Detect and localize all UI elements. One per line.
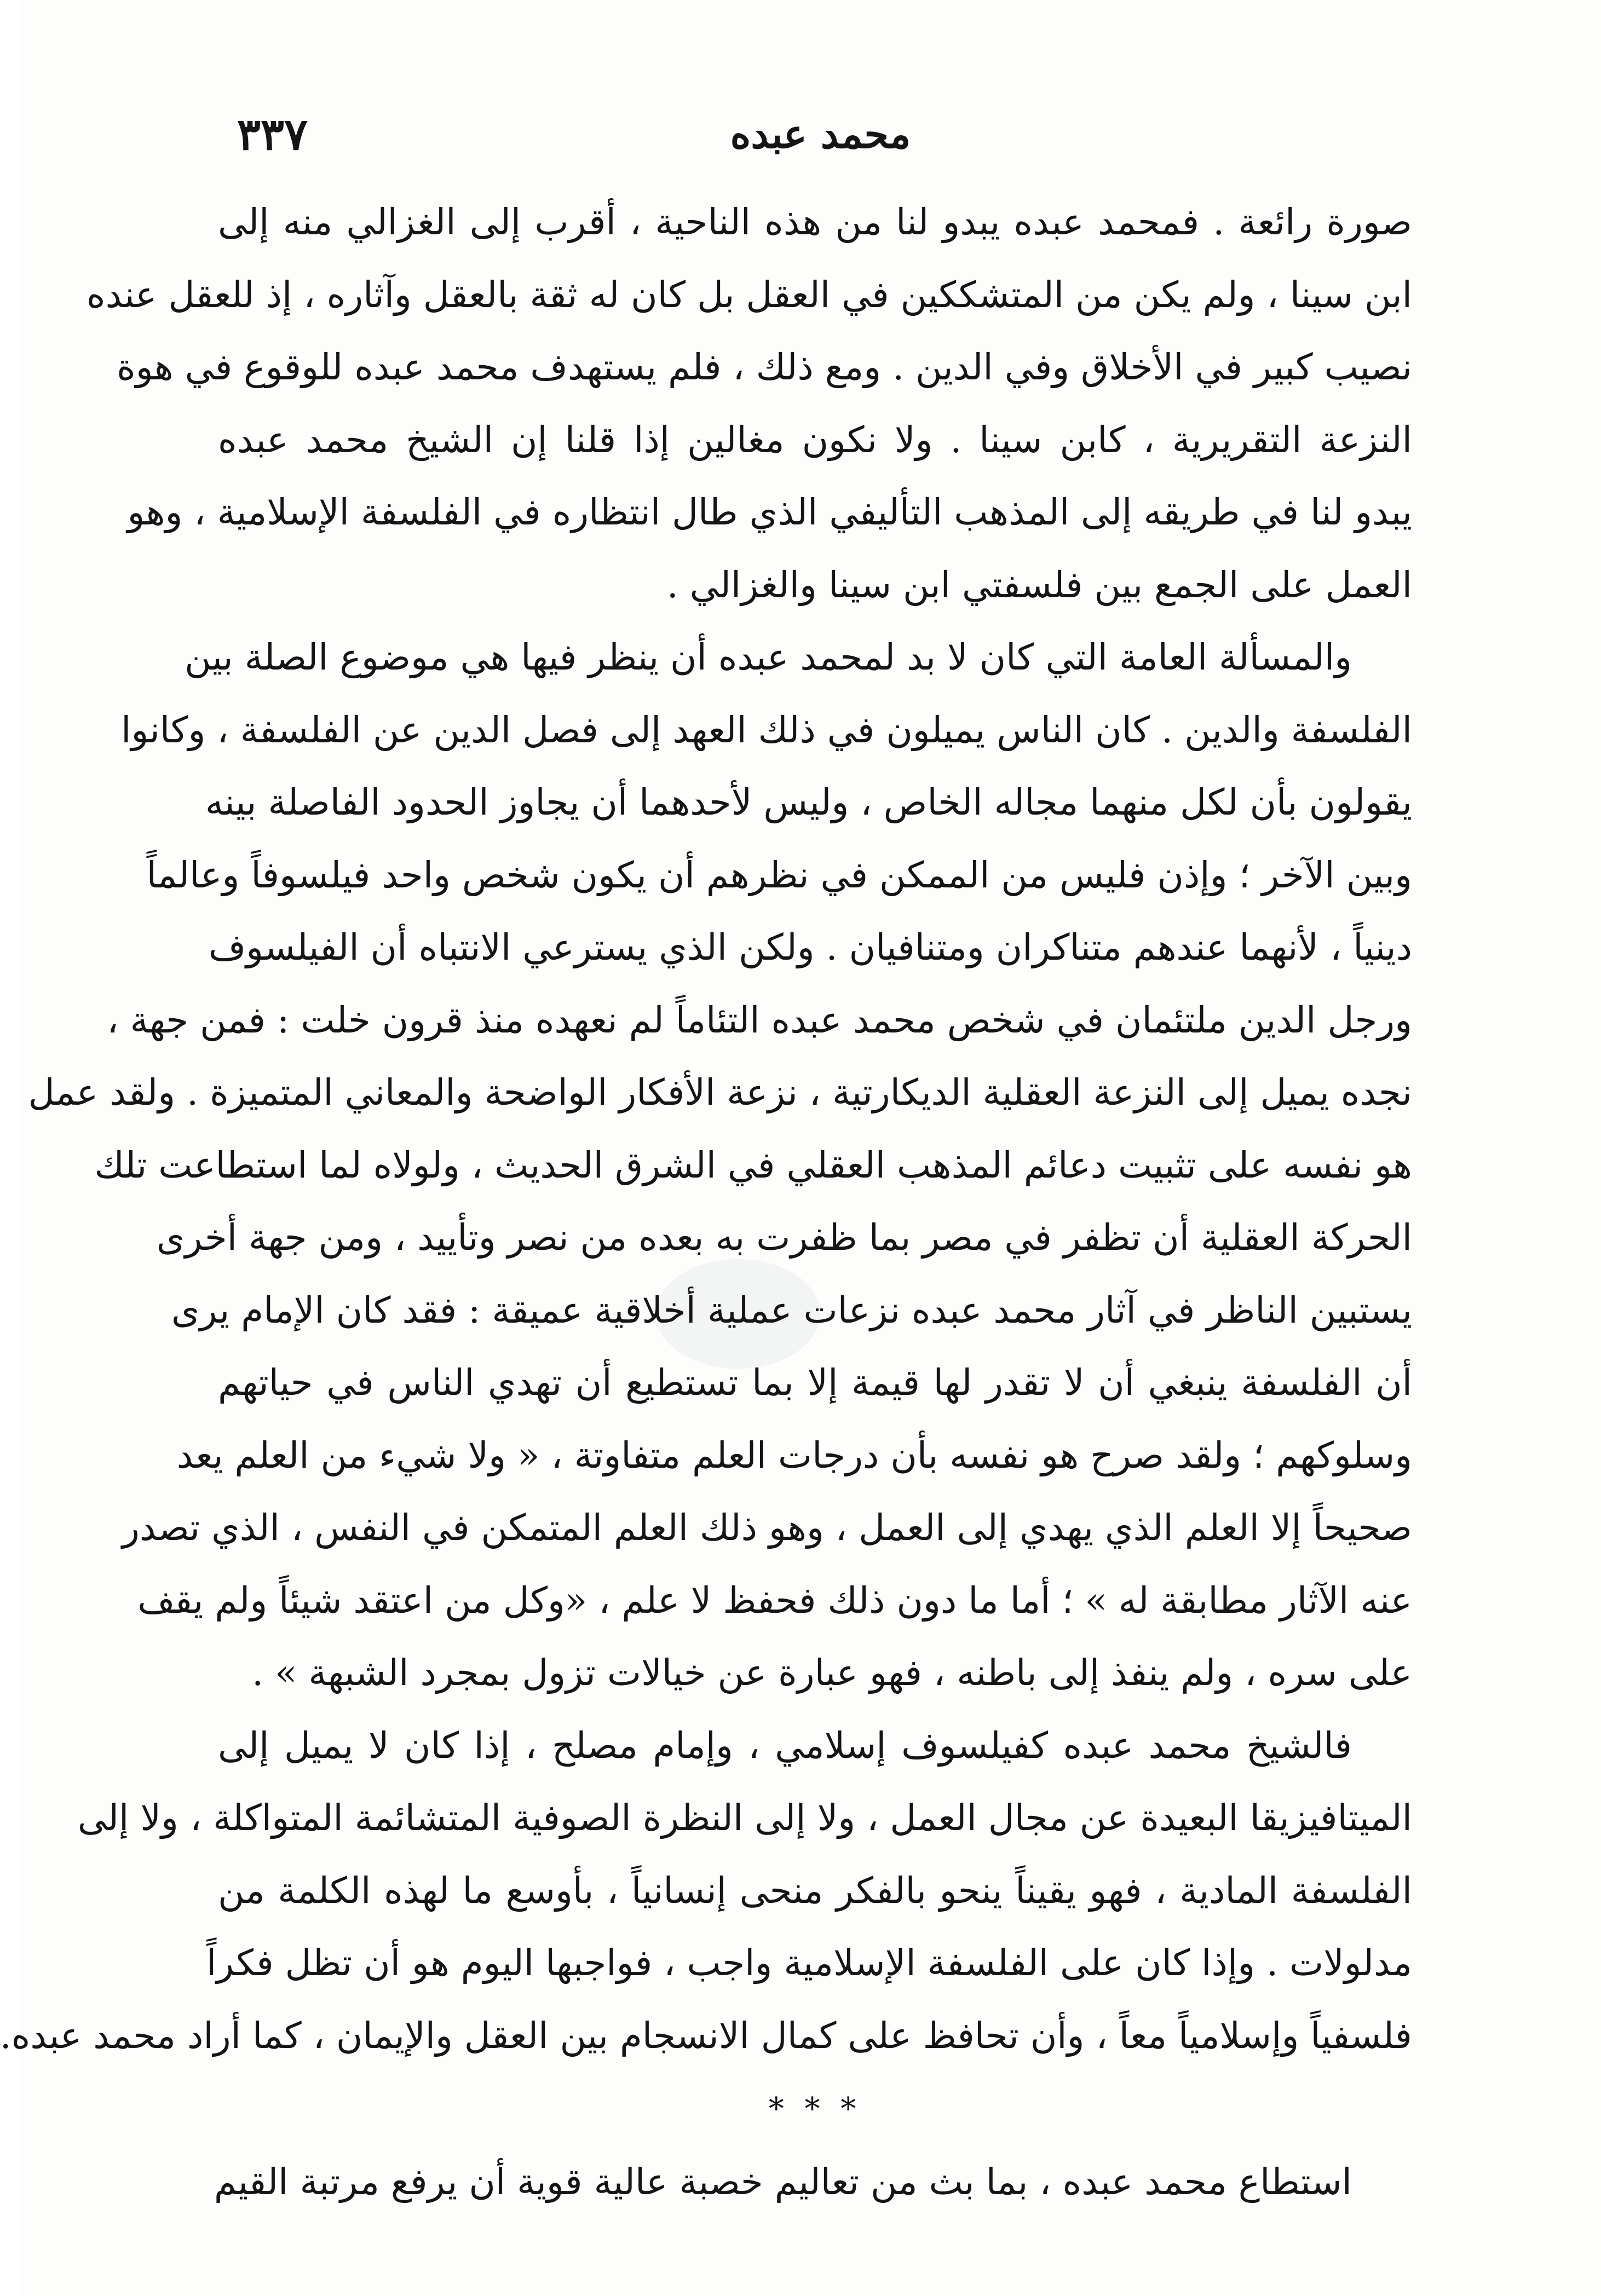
text-line: يقولون بأن لكل منهما مجاله الخاص ، وليس لأحدهما أن يجاوز الحدود الفاصلة بينه — [205, 781, 1412, 823]
text-line: ورجل الدين ملتئمان في شخص محمد عبده التئاماً لم نعهده منذ قرون خلت : فمن جهة ، — [107, 999, 1412, 1041]
text-line: فلسفياً وإسلامياً معاً ، وأن تحافظ على كمال الانسجام بين العقل والإيمان ، كما أراد محمد عبده. — [0, 2014, 1412, 2057]
text-line: يستبين الناظر في آثار محمد عبده نزعات عملية أخلاقية عميقة : فقد كان الإمام يرى — [171, 1289, 1412, 1331]
section-separator: * * * — [768, 2091, 862, 2127]
text-line: وسلوكهم ؛ ولقد صرح هو نفسه بأن درجات العلم متفاوتة ، « ولا شيء من العلم يعد — [176, 1434, 1412, 1476]
text-line: الحركة العقلية أن تظفر في مصر بما ظفرت به بعده من نصر وتأييد ، ومن جهة أخرى — [156, 1216, 1412, 1259]
text-line: نصيب كبير في الأخلاق وفي الدين . ومع ذلك ، فلم يستهدف محمد عبده للوقوع في هوة — [117, 346, 1412, 388]
text-line: أن الفلسفة ينبغي أن لا تقدر لها قيمة إلا بما تستطيع أن تهدي الناس في حياتهم — [218, 1362, 1412, 1404]
text-line: يبدو لنا في طريقه إلى المذهب التأليفي الذي طال انتظاره في الفلسفة الإسلامية ، وهو — [127, 491, 1412, 533]
text-line: الميتافيزيقا البعيدة عن مجال العمل ، ولا إلى النظرة الصوفية المتشائمة المتواكلة ، ولا إلى — [77, 1797, 1412, 1839]
paragraph-3 — [0, 1710, 1412, 2073]
text-line: العمل على الجمع بين فلسفتي ابن سينا والغزالي . — [666, 563, 1412, 606]
text-line: عنه الآثار مطابقة له » ؛ أما ما دون ذلك فحفظ لا علم ، «وكل من اعتقد شيئاً ولم يقف — [137, 1579, 1412, 1622]
text-line: والمسألة العامة التي كان لا بد لمحمد عبده أن ينظر فيها هي موضوع الصلة بين — [185, 636, 1352, 678]
text-line: دينياً ، لأنهما عندهم متناكران ومتنافيان . ولكن الذي يسترعي الانتباه أن الفيلسوف — [208, 926, 1412, 968]
text-line: الفلسفة والدين . كان الناس يميلون في ذلك العهد إلى فصل الدين عن الفلسفة ، وكانوا — [121, 708, 1412, 751]
running-title: محمد عبده — [730, 111, 911, 157]
closing-line: استطاع محمد عبده ، بما بث من تعاليم خصبة عالية قوية أن يرفع مرتبة القيم — [214, 2161, 1352, 2203]
paragraph-1 — [87, 186, 1412, 621]
text-line: مدلولات . وإذا كان على الفلسفة الإسلامية واجب ، فواجبها اليوم هو أن تظل فكراً — [206, 1942, 1412, 1984]
text-line: فالشيخ محمد عبده كفيلسوف إسلامي ، وإمام مصلح ، إذا كان لا يميل إلى — [218, 1724, 1352, 1767]
page-number: ٣٣٧ — [237, 108, 308, 160]
page-header — [237, 104, 1404, 164]
text-line: صورة رائعة . فمحمد عبده يبدو لنا من هذه الناحية ، أقرب إلى الغزالي منه إلى — [218, 201, 1412, 243]
text-line: صحيحاً إلا العلم الذي يهدي إلى العمل ، وهو ذلك العلم المتمكن في النفس ، الذي تصدر — [122, 1507, 1412, 1549]
body-text — [0, 186, 1412, 2219]
text-line: على سره ، ولم ينفذ إلى باطنه ، فهو عبارة عن خيالات تزول بمجرد الشبهة » . — [252, 1652, 1412, 1694]
text-line: النزعة التقريرية ، كابن سينا . ولا نكون مغالين إذا قلنا إن الشيخ محمد عبده — [218, 418, 1412, 461]
text-line: هو نفسه على تثبيت دعائم المذهب العقلي في الشرق الحديث ، ولولاه لما استطاعت تلك — [94, 1144, 1412, 1186]
text-line: ابن سينا ، ولم يكن من المتشككين في العقل بل كان له ثقة بالعقل وآثاره ، إذ للعقل عنده — [87, 273, 1412, 316]
text-line: الفلسفة المادية ، فهو يقيناً ينحو بالفكر منحى إنسانياً ، بأوسع ما لهذه الكلمة من — [218, 1869, 1412, 1912]
paragraph-2 — [28, 621, 1412, 1710]
text-line: وبين الآخر ؛ وإذن فليس من الممكن في نظرهم أن يكون شخص واحد فيلسوفاً وعالماً — [146, 853, 1412, 896]
text-line: نجده يميل إلى النزعة العقلية الديكارتية ، نزعة الأفكار الواضحة والمعاني المتميزة . ولقد عمل — [28, 1071, 1412, 1114]
